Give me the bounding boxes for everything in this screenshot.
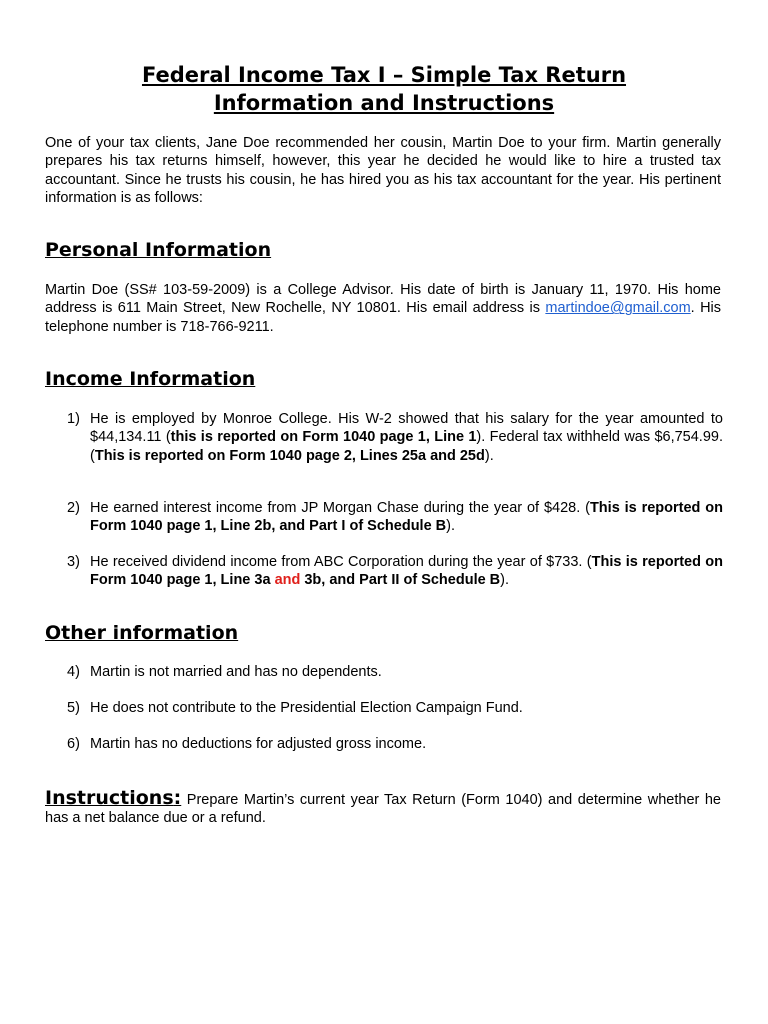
list-item-number: 4)	[67, 664, 80, 680]
bold-text: This is reported on Form 1040 page 1, Line 3a	[90, 554, 723, 589]
list-item-text: Martin has no deductions for adjusted gross income.	[90, 736, 427, 752]
email-link[interactable]: martindoe@gmail.com	[545, 300, 691, 317]
personal-information-paragraph	[45, 281, 721, 336]
list-item-number: 3)	[67, 554, 80, 570]
list-item-number: 6)	[67, 736, 80, 752]
list-item-text	[90, 553, 723, 590]
text-run: ). Federal tax withheld was $6,754.99. (	[90, 429, 723, 464]
list-item-number: 1)	[67, 411, 80, 427]
list-item	[67, 699, 723, 717]
text-run: He is employed by Monroe College. His W-2 showed that his salary for the year amounted to $44,134.11 (	[90, 411, 723, 446]
list-item	[67, 663, 723, 681]
text-run: ).	[484, 447, 494, 464]
document-title-line-2: Information and Instructions	[213, 91, 555, 115]
list-item-text	[90, 410, 723, 465]
list-item	[67, 499, 723, 536]
income-information-heading: Income Information	[45, 368, 256, 390]
instructions-heading: Instructions	[45, 787, 174, 809]
bold-text: This is reported on Form 1040 page 1, Line 2b, and Part I of Schedule B	[90, 500, 724, 535]
list-item	[67, 410, 723, 465]
list-item	[67, 553, 723, 590]
list-item-number: 2)	[67, 500, 80, 516]
text-run: He earned interest income from JP Morgan Chase during the year of $428. (	[90, 500, 590, 516]
bold-text: This is reported on Form 1040 page 2, Lines 25a and 25d	[94, 447, 485, 464]
intro-paragraph: One of your tax clients, Jane Doe recommended her cousin, Martin Doe to your firm. Martin generally prepares his tax returns himself, however, this year he decided he would like to hire a trusted tax accountant. Since he trusts his cousin, he has hired you as his tax accountant for the year. His pertinent information is as follows:	[45, 135, 721, 206]
list-item-text	[90, 499, 723, 536]
personal-information-heading: Personal Information	[45, 239, 272, 261]
list-item-text: Martin is not married and has no dependents.	[90, 664, 382, 680]
text-run: He received dividend income from ABC Corporation during the year of $733. (	[90, 554, 592, 570]
instructions-paragraph	[45, 789, 721, 828]
text-run: ).	[446, 518, 456, 535]
list-item-text: He does not contribute to the Presidential Election Campaign Fund.	[90, 700, 523, 716]
other-information-heading: Other information	[45, 622, 239, 644]
bold-text: 3b, and Part II of Schedule B	[300, 572, 501, 589]
list-item	[67, 735, 723, 753]
bold-text: this is reported on Form 1040 page 1, Line 1	[170, 429, 477, 446]
instructions-colon: :	[173, 787, 182, 809]
document-title-line-1: Federal Income Tax I – Simple Tax Return	[141, 63, 627, 87]
list-item-number: 5)	[67, 700, 80, 716]
red-highlight-text: and	[274, 572, 301, 589]
instructions-text: Prepare Martin’s current year Tax Return (Form 1040) and determine whether he has a net balance due or a refund.	[45, 792, 721, 827]
personal-text-end: . His telephone number is 718-766-9211.	[45, 300, 722, 335]
personal-text: Martin Doe (SS# 103-59-2009) is a College Advisor. His date of birth is January 11, 1970. His home address is 611 Main Street, New Rochelle, NY 10801. His email address is	[45, 282, 721, 317]
text-run: ).	[500, 572, 510, 589]
